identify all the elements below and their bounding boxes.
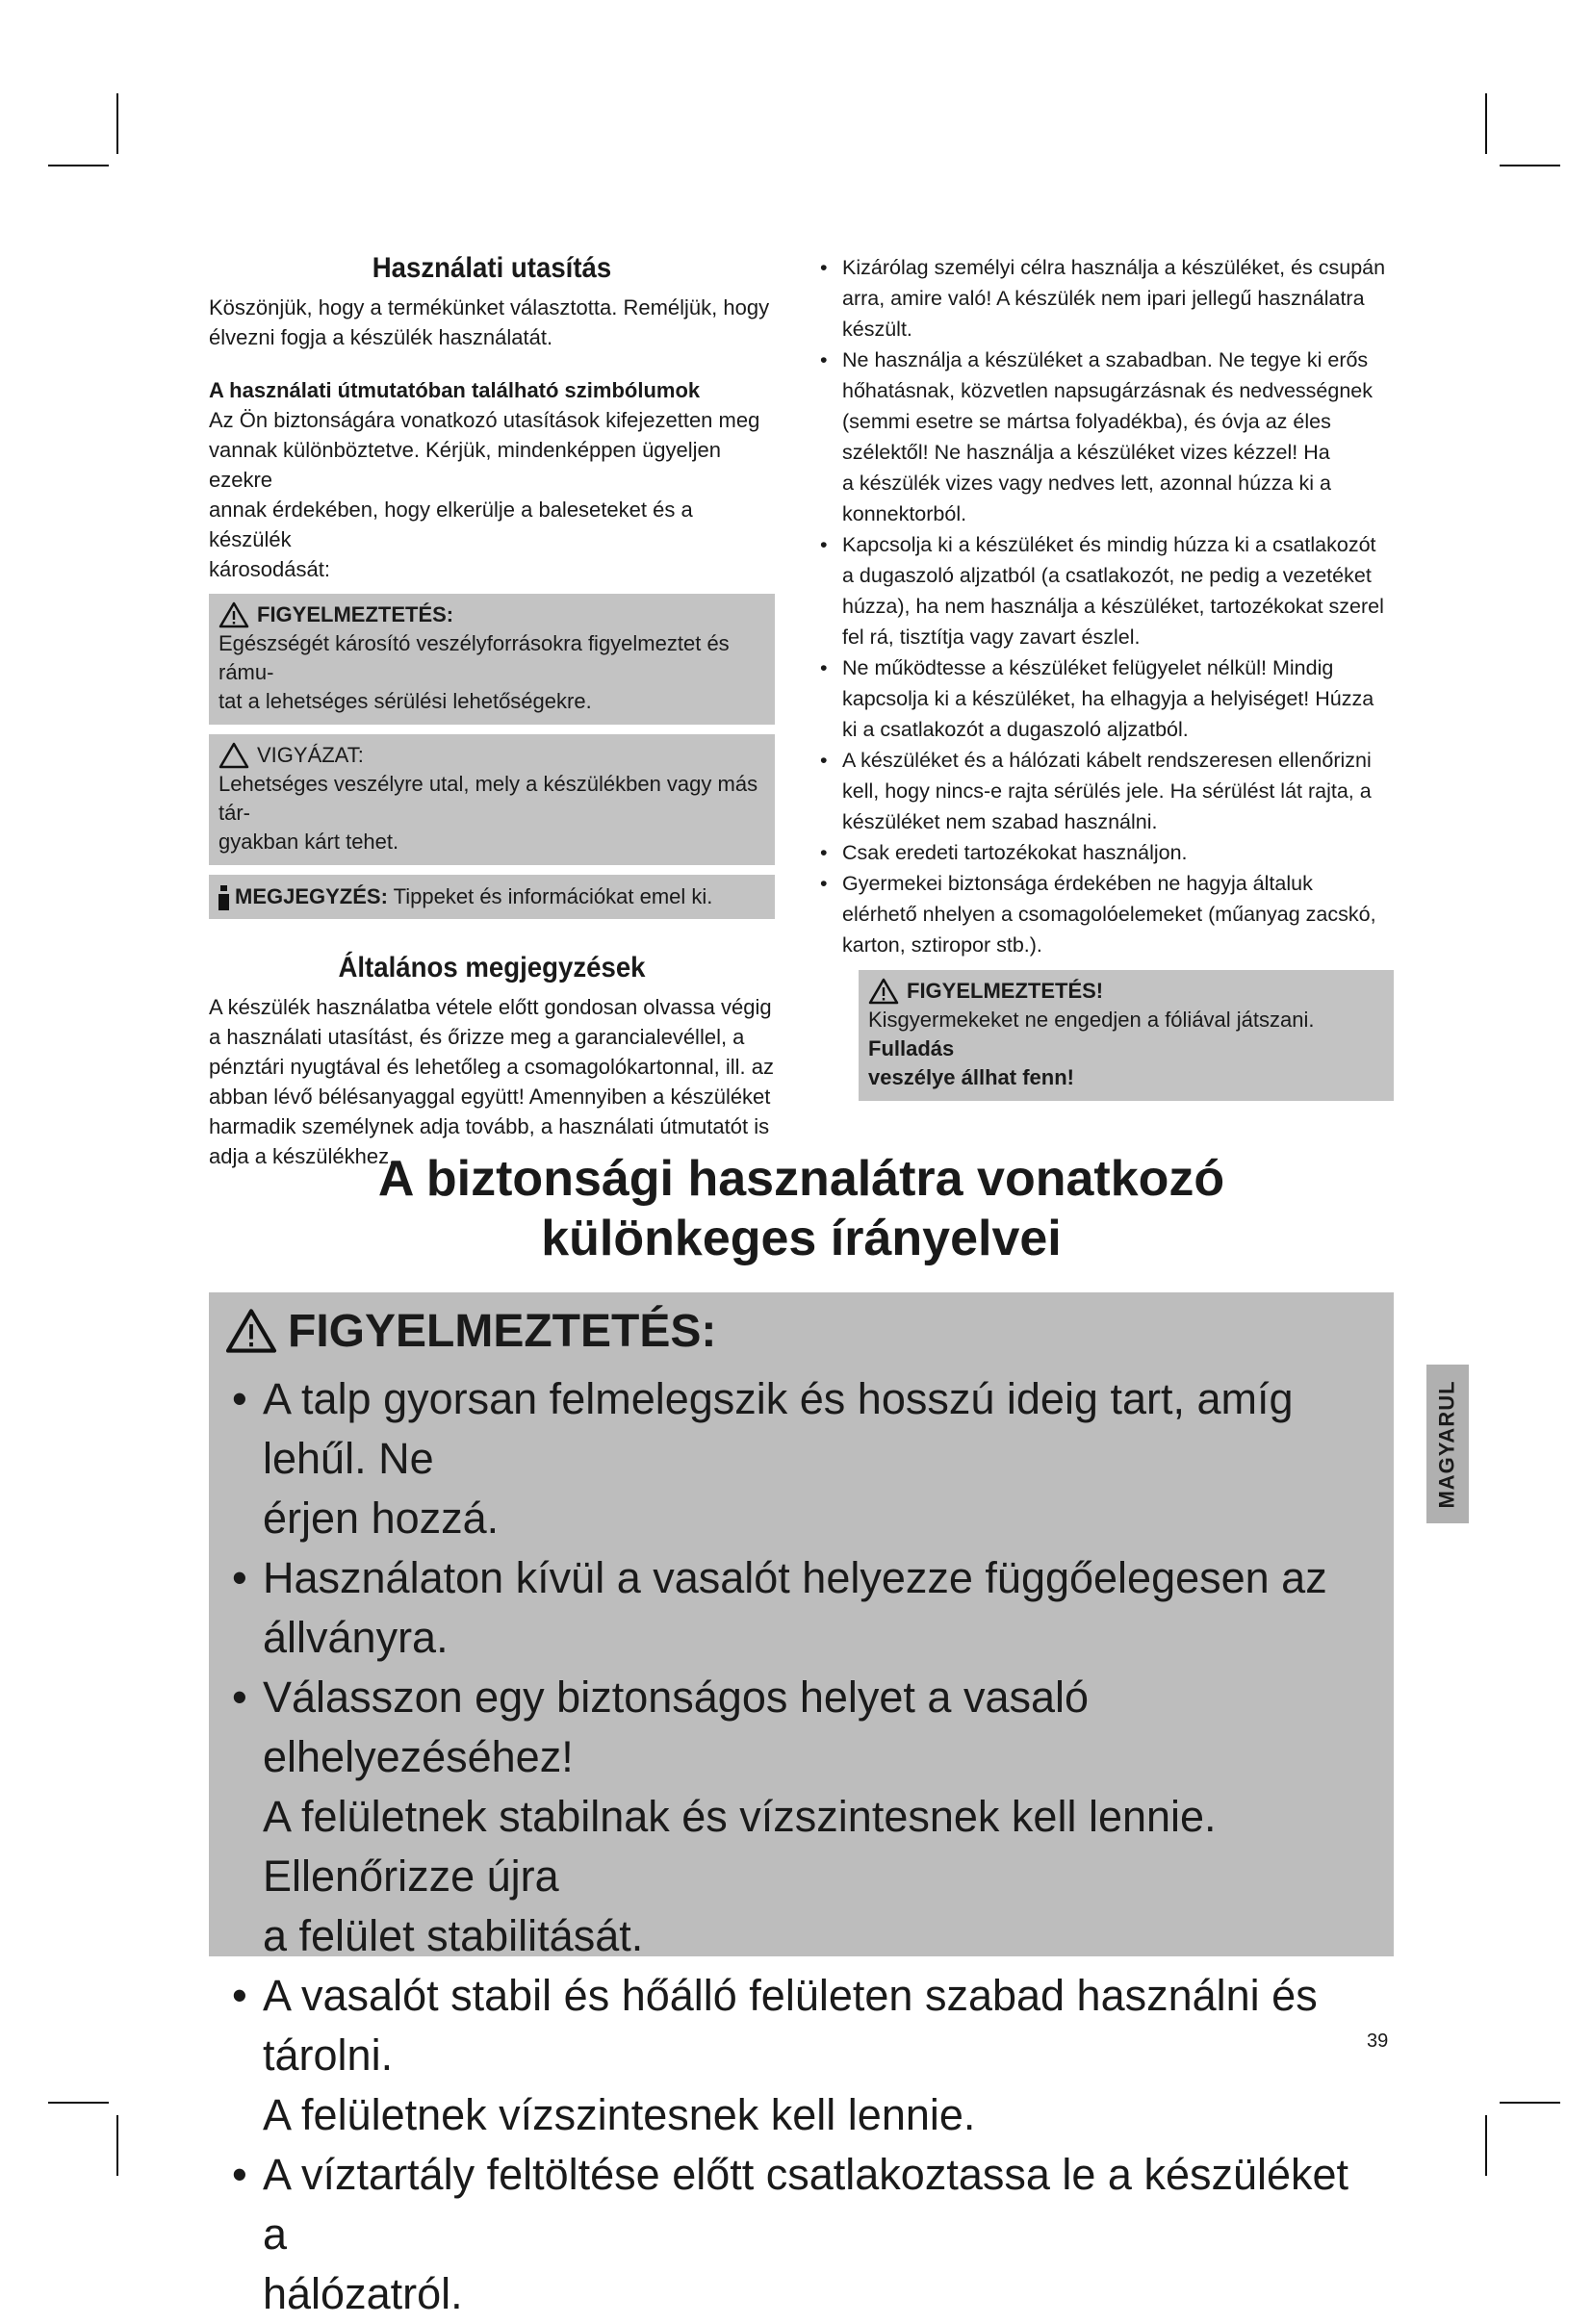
symbols-text-line: vannak különböztetve. Kérjük, mindenképpen ügyeljen ezekre	[209, 438, 722, 492]
safety-list	[820, 252, 1394, 960]
symbols-text-line: annak érdekében, hogy elkerülje a baleseteket és a készülék	[209, 498, 693, 551]
list-item: • Kizárólag személyi célra használja a készüléket, és csupán arra, amire való! A készülék nem ipari jellegű használatra készült.	[820, 252, 1394, 345]
warning-text-line: Egészségét károsító veszélyforrásokra figyelmeztet és rámu-	[218, 631, 730, 684]
main-title-line: különkeges írányelvei	[541, 1211, 1062, 1266]
language-tab	[1426, 1365, 1469, 1523]
general-text-line: A készülék használatba vétele előtt gondosan olvassa végig	[209, 995, 772, 1019]
symbols-heading: A használati útmutatóban található szimbólumok	[209, 378, 701, 402]
general-text-line: adja a készülékhez.	[209, 1144, 396, 1168]
language-tab-label: MAGYARUL	[1435, 1379, 1459, 1509]
main-title	[209, 1149, 1394, 1268]
crop-mark	[116, 2115, 118, 2176]
warning-triangle-icon	[868, 978, 899, 1005]
list-item: • Válasszon egy biztonságos helyet a vasaló elhelyezéséhez! A felületnek stabilnak és vízszintesnek kell lennie. Ellenőrizze újra a felület stabilitását.	[220, 1668, 1382, 1966]
list-item: • Ne használja a készüléket a szabadban. Ne tegye ki erős hőhatásnak, közvetlen napsugárzásnak és nedvességnek (semmi esetre se mártsa folyadékba), és óvja az éles szélektől! Ne használja a készüléket vizes kézzel! Ha a készülék vizes vagy nedves lett, azonnal húzza ki a konnektorból.	[820, 345, 1394, 529]
warning-text: Kisgyermekeket ne engedjen a fóliával játszani.	[868, 1008, 1315, 1032]
note-box	[209, 875, 775, 919]
crop-mark	[1485, 93, 1487, 154]
warning-box	[209, 594, 775, 725]
symbols-text-line: károsodását:	[209, 557, 330, 581]
warning-bold-text: Fulladás	[868, 1036, 955, 1060]
section-title: Használati utasítás	[372, 252, 612, 284]
right-column	[820, 252, 1394, 1101]
caution-triangle-icon	[218, 742, 249, 769]
warning-triangle-icon	[224, 1308, 278, 1354]
info-icon	[218, 885, 229, 910]
big-warning-list	[220, 1369, 1382, 2324]
warning-bold-text: veszélye állhat fenn!	[868, 1065, 1074, 1089]
warning-label: FIGYELMEZTETÉS:	[257, 602, 454, 626]
list-item: • Használaton kívül a vasalót helyezze függőelegesen az állványra.	[220, 1548, 1382, 1668]
intro-line: Köszönjük, hogy a termékünket választotta. Reméljük, hogy	[209, 295, 770, 319]
main-title-line: A biztonsági hasznalátra vonatkozó	[377, 1151, 1225, 1207]
list-item: • A készüléket és a hálózati kábelt rendszeresen ellenőrizni kell, hogy nincs-e rajta sérülés jele. Ha sérülést lát rajta, a készüléket nem szabad használni.	[820, 745, 1394, 837]
caution-label: VIGYÁZAT:	[257, 743, 364, 767]
note-label: MEGJEGYZÉS:	[235, 884, 388, 908]
crop-mark	[48, 165, 109, 166]
symbols-text-line: Az Ön biztonságára vonatkozó utasítások kifejezetten meg	[209, 408, 760, 432]
general-title: Általános megjegyzések	[338, 952, 646, 983]
note-text: Tippeket és információkat emel ki.	[393, 884, 713, 908]
general-text-line: abban lévő bélésanyaggal együtt! Amennyiben a készüléket	[209, 1085, 771, 1109]
warning-text-line: tat a lehetséges sérülési lehetőségekre.	[218, 689, 592, 713]
page-number: 39	[1367, 2030, 1389, 2052]
list-item: • A víztartály feltöltése előtt csatlakoztassa le a készüléket a hálózatról.	[220, 2145, 1382, 2324]
list-item: • Csak eredeti tartozékokat használjon.	[820, 837, 1394, 868]
intro-line: élvezni fogja a készülék használatát.	[209, 325, 553, 349]
list-item: • Kapcsolja ki a készüléket és mindig húzza ki a csatlakozót a dugaszoló aljzatból (a csatlakozót, ne pedig a vezetéket húzza), ha nem használja a készüléket, tartozékokat szerel fel rá, tisztítja vagy zavart észlel.	[820, 529, 1394, 652]
crop-mark	[1500, 165, 1560, 166]
caution-text-line: gyakban kárt tehet.	[218, 830, 399, 854]
caution-text-line: Lehetséges veszélyre utal, mely a készülékben vagy más tár-	[218, 772, 758, 825]
crop-mark	[48, 2102, 109, 2104]
general-text-line: a használati utasítást, és őrizze meg a garancialevéllel, a	[209, 1025, 745, 1049]
crop-mark	[116, 93, 118, 154]
caution-box	[209, 734, 775, 865]
warning-triangle-icon	[218, 601, 249, 628]
list-item: • Gyermekei biztonsága érdekében ne hagyja általuk elérhető nhelyen a csomagolóelemeket (műanyag zacskó, karton, sztiropor stb.).	[820, 868, 1394, 960]
general-text-line: pénztári nyugtával és lehetőleg a csomagolókartonnal, ill. az	[209, 1055, 775, 1079]
crop-mark	[1485, 2115, 1487, 2176]
general-text-line: harmadik személynek adja tovább, a használati útmutatót is	[209, 1114, 770, 1138]
list-item: • Ne működtesse a készüléket felügyelet nélkül! Mindig kapcsolja ki a készüléket, ha elhagyja a helyiséget! Húzza ki a csatlakozót a dugaszoló aljzatból.	[820, 652, 1394, 745]
warning-label: FIGYELMEZTETÉS!	[907, 979, 1104, 1003]
child-warning-box	[859, 970, 1394, 1101]
list-item: • A talp gyorsan felmelegszik és hosszú ideig tart, amíg lehűl. Ne érjen hozzá.	[220, 1369, 1382, 1548]
crop-mark	[1500, 2102, 1560, 2104]
left-column	[209, 252, 775, 1171]
big-warning-label: FIGYELMEZTETÉS:	[288, 1305, 717, 1357]
list-item: • A vasalót stabil és hőálló felületen szabad használni és tárolni. A felületnek vízszintesnek kell lennie.	[220, 1966, 1382, 2145]
